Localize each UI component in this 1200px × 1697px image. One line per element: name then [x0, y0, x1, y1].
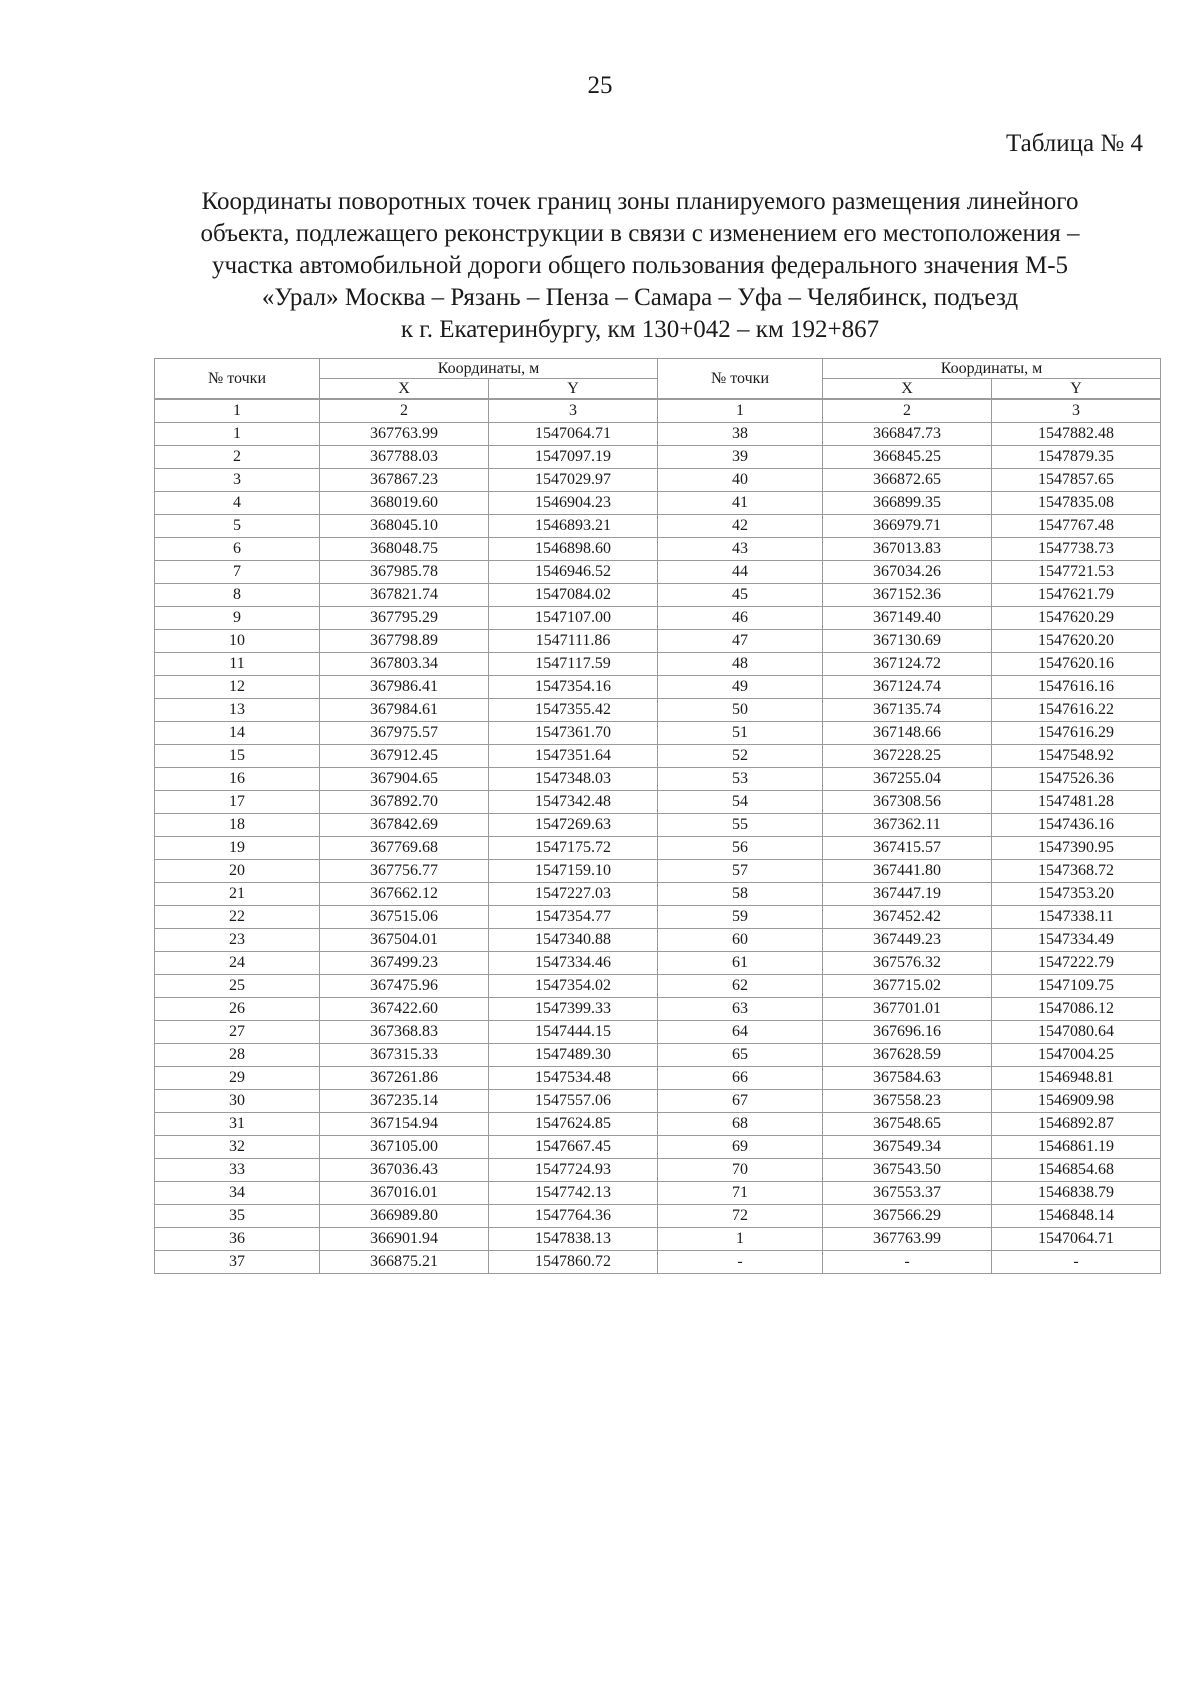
point-number: 66	[658, 1067, 823, 1090]
y-coordinate: 1547548.92	[992, 745, 1161, 768]
y-coordinate: 1547879.35	[992, 446, 1161, 469]
table-row	[155, 1205, 1161, 1228]
x-coordinate: 367235.14	[320, 1090, 489, 1113]
table-row	[155, 1136, 1161, 1159]
y-coordinate: 1547621.79	[992, 584, 1161, 607]
point-number: 39	[658, 446, 823, 469]
x-coordinate: 367315.33	[320, 1044, 489, 1067]
x-coordinate: 367415.57	[823, 837, 992, 860]
x-coordinate: 367821.74	[320, 584, 489, 607]
title-line: к г. Екатеринбургу, км 130+042 – км 192+867	[400, 316, 880, 343]
y-coordinate: 1547444.15	[489, 1021, 658, 1044]
point-number: 40	[658, 469, 823, 492]
table-row	[155, 906, 1161, 929]
x-coordinate: 367715.02	[823, 975, 992, 998]
y-coordinate: 1547064.71	[489, 423, 658, 446]
table-row	[155, 630, 1161, 653]
x-coordinate: 367499.23	[320, 952, 489, 975]
y-coordinate: 1547742.13	[489, 1182, 658, 1205]
table-row	[155, 423, 1161, 446]
point-number: 38	[658, 423, 823, 446]
x-coordinate: 367566.29	[823, 1205, 992, 1228]
y-coordinate: 1547616.29	[992, 722, 1161, 745]
x-coordinate: 367013.83	[823, 538, 992, 561]
x-coordinate: 367763.99	[823, 1228, 992, 1251]
header-y: Y	[489, 379, 658, 400]
table-row	[155, 837, 1161, 860]
column-number: 3	[489, 399, 658, 423]
y-coordinate: 1547353.20	[992, 883, 1161, 906]
point-number: 14	[155, 722, 320, 745]
point-number: 10	[155, 630, 320, 653]
y-coordinate: 1547857.65	[992, 469, 1161, 492]
point-number: 43	[658, 538, 823, 561]
point-number: 70	[658, 1159, 823, 1182]
point-number: 72	[658, 1205, 823, 1228]
point-number: 56	[658, 837, 823, 860]
point-number: 71	[658, 1182, 823, 1205]
table-row	[155, 998, 1161, 1021]
header-x: X	[823, 379, 992, 400]
table-row	[155, 607, 1161, 630]
point-number: 1	[155, 423, 320, 446]
y-coordinate: 1547222.79	[992, 952, 1161, 975]
x-coordinate: 367788.03	[320, 446, 489, 469]
column-number: 2	[823, 399, 992, 423]
y-coordinate: 1546909.98	[992, 1090, 1161, 1113]
x-coordinate: 367515.06	[320, 906, 489, 929]
point-number: 37	[155, 1251, 320, 1274]
table-row	[155, 860, 1161, 883]
point-number: 11	[155, 653, 320, 676]
x-coordinate: 367763.99	[320, 423, 489, 446]
x-coordinate: 367308.56	[823, 791, 992, 814]
header-y: Y	[992, 379, 1161, 400]
point-number: 61	[658, 952, 823, 975]
point-number: 42	[658, 515, 823, 538]
title-line: объекта, подлежащего реконструкции в связи с изменением его местоположения –	[200, 220, 1080, 247]
x-coordinate: 367892.70	[320, 791, 489, 814]
x-coordinate: 367154.94	[320, 1113, 489, 1136]
y-coordinate: 1546946.52	[489, 561, 658, 584]
point-number: 69	[658, 1136, 823, 1159]
y-coordinate: 1547227.03	[489, 883, 658, 906]
y-coordinate: 1547086.12	[992, 998, 1161, 1021]
x-coordinate: 367149.40	[823, 607, 992, 630]
point-number: 13	[155, 699, 320, 722]
x-coordinate: 367576.32	[823, 952, 992, 975]
point-number: 58	[658, 883, 823, 906]
point-number: 19	[155, 837, 320, 860]
y-coordinate: 1547860.72	[489, 1251, 658, 1274]
point-number: 36	[155, 1228, 320, 1251]
point-number: 65	[658, 1044, 823, 1067]
point-number: 23	[155, 929, 320, 952]
y-coordinate: 1547361.70	[489, 722, 658, 745]
table-row	[155, 1182, 1161, 1205]
y-coordinate: 1547107.00	[489, 607, 658, 630]
y-coordinate: 1546838.79	[992, 1182, 1161, 1205]
x-coordinate: 367756.77	[320, 860, 489, 883]
y-coordinate: 1547117.59	[489, 653, 658, 676]
y-coordinate: 1547764.36	[489, 1205, 658, 1228]
table-row	[155, 1067, 1161, 1090]
y-coordinate: 1547111.86	[489, 630, 658, 653]
x-coordinate: 367255.04	[823, 768, 992, 791]
table-row	[155, 1159, 1161, 1182]
x-coordinate: 367701.01	[823, 998, 992, 1021]
point-number: 15	[155, 745, 320, 768]
y-coordinate: 1547557.06	[489, 1090, 658, 1113]
table-row	[155, 883, 1161, 906]
y-coordinate: 1547882.48	[992, 423, 1161, 446]
y-coordinate: 1546904.23	[489, 492, 658, 515]
x-coordinate: 367549.34	[823, 1136, 992, 1159]
point-number: 26	[155, 998, 320, 1021]
x-coordinate: 368019.60	[320, 492, 489, 515]
x-coordinate: 367449.23	[823, 929, 992, 952]
x-coordinate: 367984.61	[320, 699, 489, 722]
x-coordinate: 366872.65	[823, 469, 992, 492]
x-coordinate: 367985.78	[320, 561, 489, 584]
x-coordinate: 366875.21	[320, 1251, 489, 1274]
column-number-row	[155, 399, 1161, 423]
point-number: 9	[155, 607, 320, 630]
point-number: -	[658, 1251, 823, 1274]
header-point-number: № точки	[155, 359, 320, 400]
y-coordinate: -	[992, 1251, 1161, 1274]
y-coordinate: 1547489.30	[489, 1044, 658, 1067]
y-coordinate: 1547738.73	[992, 538, 1161, 561]
y-coordinate: 1547767.48	[992, 515, 1161, 538]
y-coordinate: 1546861.19	[992, 1136, 1161, 1159]
x-coordinate: 367558.23	[823, 1090, 992, 1113]
x-coordinate: 367867.23	[320, 469, 489, 492]
y-coordinate: 1546948.81	[992, 1067, 1161, 1090]
y-coordinate: 1547620.16	[992, 653, 1161, 676]
table-row	[155, 469, 1161, 492]
y-coordinate: 1547354.77	[489, 906, 658, 929]
x-coordinate: 366901.94	[320, 1228, 489, 1251]
point-number: 20	[155, 860, 320, 883]
x-coordinate: 367904.65	[320, 768, 489, 791]
y-coordinate: 1547526.36	[992, 768, 1161, 791]
x-coordinate: 367152.36	[823, 584, 992, 607]
x-coordinate: 367628.59	[823, 1044, 992, 1067]
y-coordinate: 1547534.48	[489, 1067, 658, 1090]
y-coordinate: 1547159.10	[489, 860, 658, 883]
point-number: 21	[155, 883, 320, 906]
x-coordinate: 366845.25	[823, 446, 992, 469]
y-coordinate: 1547004.25	[992, 1044, 1161, 1067]
table-row	[155, 929, 1161, 952]
y-coordinate: 1547616.22	[992, 699, 1161, 722]
point-number: 34	[155, 1182, 320, 1205]
y-coordinate: 1547351.64	[489, 745, 658, 768]
y-coordinate: 1547835.08	[992, 492, 1161, 515]
y-coordinate: 1547838.13	[489, 1228, 658, 1251]
table-row	[155, 1228, 1161, 1251]
title-line: «Урал» Москва – Рязань – Пенза – Самара – Уфа – Челябинск, подъезд	[261, 284, 1019, 311]
table-row	[155, 1021, 1161, 1044]
point-number: 1	[658, 1228, 823, 1251]
header-coordinates: Координаты, м	[320, 359, 658, 379]
column-number: 2	[320, 399, 489, 423]
y-coordinate: 1547724.93	[489, 1159, 658, 1182]
y-coordinate: 1547080.64	[992, 1021, 1161, 1044]
point-number: 41	[658, 492, 823, 515]
point-number: 68	[658, 1113, 823, 1136]
y-coordinate: 1547340.88	[489, 929, 658, 952]
table-row	[155, 791, 1161, 814]
point-number: 16	[155, 768, 320, 791]
point-number: 22	[155, 906, 320, 929]
y-coordinate: 1547084.02	[489, 584, 658, 607]
column-number: 1	[155, 399, 320, 423]
table-row	[155, 584, 1161, 607]
point-number: 63	[658, 998, 823, 1021]
table-row	[155, 1090, 1161, 1113]
header-coordinates: Координаты, м	[823, 359, 1161, 379]
x-coordinate: 367584.63	[823, 1067, 992, 1090]
point-number: 30	[155, 1090, 320, 1113]
point-number: 54	[658, 791, 823, 814]
header-point-number: № точки	[658, 359, 823, 400]
y-coordinate: 1547354.16	[489, 676, 658, 699]
point-number: 32	[155, 1136, 320, 1159]
y-coordinate: 1546893.21	[489, 515, 658, 538]
point-number: 6	[155, 538, 320, 561]
y-coordinate: 1547064.71	[992, 1228, 1161, 1251]
x-coordinate: 367769.68	[320, 837, 489, 860]
point-number: 7	[155, 561, 320, 584]
table-row	[155, 676, 1161, 699]
table-row	[155, 515, 1161, 538]
table-row	[155, 561, 1161, 584]
x-coordinate: 367441.80	[823, 860, 992, 883]
y-coordinate: 1547029.97	[489, 469, 658, 492]
x-coordinate: 367975.57	[320, 722, 489, 745]
y-coordinate: 1547399.33	[489, 998, 658, 1021]
point-number: 33	[155, 1159, 320, 1182]
point-number: 62	[658, 975, 823, 998]
x-coordinate: 367662.12	[320, 883, 489, 906]
table-row	[155, 446, 1161, 469]
y-coordinate: 1546892.87	[992, 1113, 1161, 1136]
table-row	[155, 538, 1161, 561]
point-number: 5	[155, 515, 320, 538]
x-coordinate: 367148.66	[823, 722, 992, 745]
y-coordinate: 1547355.42	[489, 699, 658, 722]
y-coordinate: 1547354.02	[489, 975, 658, 998]
y-coordinate: 1546854.68	[992, 1159, 1161, 1182]
x-coordinate: 367368.83	[320, 1021, 489, 1044]
point-number: 48	[658, 653, 823, 676]
point-number: 3	[155, 469, 320, 492]
point-number: 59	[658, 906, 823, 929]
table-row	[155, 1251, 1161, 1274]
point-number: 46	[658, 607, 823, 630]
x-coordinate: 367986.41	[320, 676, 489, 699]
x-coordinate: 367124.74	[823, 676, 992, 699]
x-coordinate: 367105.00	[320, 1136, 489, 1159]
table-row	[155, 699, 1161, 722]
point-number: 49	[658, 676, 823, 699]
point-number: 52	[658, 745, 823, 768]
point-number: 47	[658, 630, 823, 653]
x-coordinate: 367696.16	[823, 1021, 992, 1044]
point-number: 18	[155, 814, 320, 837]
x-coordinate: 367130.69	[823, 630, 992, 653]
table-row	[155, 952, 1161, 975]
y-coordinate: 1547097.19	[489, 446, 658, 469]
point-number: 24	[155, 952, 320, 975]
table-row	[155, 722, 1161, 745]
y-coordinate: 1547721.53	[992, 561, 1161, 584]
x-coordinate: 367803.34	[320, 653, 489, 676]
y-coordinate: 1547338.11	[992, 906, 1161, 929]
x-coordinate: 368048.75	[320, 538, 489, 561]
point-number: 53	[658, 768, 823, 791]
table-row	[155, 1113, 1161, 1136]
table-body	[155, 399, 1161, 1274]
y-coordinate: 1546848.14	[992, 1205, 1161, 1228]
x-coordinate: 367447.19	[823, 883, 992, 906]
table-row	[155, 768, 1161, 791]
x-coordinate: 367124.72	[823, 653, 992, 676]
header-x: X	[320, 379, 489, 400]
point-number: 31	[155, 1113, 320, 1136]
x-coordinate: 367016.01	[320, 1182, 489, 1205]
x-coordinate: 366899.35	[823, 492, 992, 515]
x-coordinate: 367261.86	[320, 1067, 489, 1090]
x-coordinate: 367422.60	[320, 998, 489, 1021]
point-number: 12	[155, 676, 320, 699]
point-number: 50	[658, 699, 823, 722]
table-row	[155, 745, 1161, 768]
point-number: 25	[155, 975, 320, 998]
point-number: 51	[658, 722, 823, 745]
x-coordinate: 367504.01	[320, 929, 489, 952]
y-coordinate: 1547616.16	[992, 676, 1161, 699]
x-coordinate: 367362.11	[823, 814, 992, 837]
y-coordinate: 1547620.20	[992, 630, 1161, 653]
y-coordinate: 1547368.72	[992, 860, 1161, 883]
x-coordinate: 366989.80	[320, 1205, 489, 1228]
x-coordinate: 367452.42	[823, 906, 992, 929]
point-number: 67	[658, 1090, 823, 1113]
y-coordinate: 1547620.29	[992, 607, 1161, 630]
x-coordinate: 367475.96	[320, 975, 489, 998]
x-coordinate: 367543.50	[823, 1159, 992, 1182]
x-coordinate: 367135.74	[823, 699, 992, 722]
point-number: 55	[658, 814, 823, 837]
y-coordinate: 1547348.03	[489, 768, 658, 791]
y-coordinate: 1547109.75	[992, 975, 1161, 998]
x-coordinate: 368045.10	[320, 515, 489, 538]
table-row	[155, 653, 1161, 676]
x-coordinate: 367912.45	[320, 745, 489, 768]
point-number: 29	[155, 1067, 320, 1090]
point-number: 57	[658, 860, 823, 883]
table-row	[155, 1044, 1161, 1067]
x-coordinate: 367842.69	[320, 814, 489, 837]
y-coordinate: 1547436.16	[992, 814, 1161, 837]
table-row	[155, 814, 1161, 837]
x-coordinate: 366979.71	[823, 515, 992, 538]
point-number: 8	[155, 584, 320, 607]
title-line: участка автомобильной дороги общего пользования федерального значения М-5	[211, 252, 1069, 279]
point-number: 35	[155, 1205, 320, 1228]
x-coordinate: 367036.43	[320, 1159, 489, 1182]
x-coordinate: 367228.25	[823, 745, 992, 768]
x-coordinate: 366847.73	[823, 423, 992, 446]
y-coordinate: 1547481.28	[992, 791, 1161, 814]
y-coordinate: 1546898.60	[489, 538, 658, 561]
title-line: Координаты поворотных точек границ зоны планируемого размещения линейного	[201, 188, 1079, 215]
y-coordinate: 1547624.85	[489, 1113, 658, 1136]
y-coordinate: 1547667.45	[489, 1136, 658, 1159]
x-coordinate: 367798.89	[320, 630, 489, 653]
x-coordinate: 367548.65	[823, 1113, 992, 1136]
point-number: 2	[155, 446, 320, 469]
coordinates-table	[154, 358, 1161, 1274]
y-coordinate: 1547334.49	[992, 929, 1161, 952]
x-coordinate: 367795.29	[320, 607, 489, 630]
table-row	[155, 492, 1161, 515]
point-number: 28	[155, 1044, 320, 1067]
column-number: 1	[658, 399, 823, 423]
point-number: 4	[155, 492, 320, 515]
table-row	[155, 975, 1161, 998]
y-coordinate: 1547175.72	[489, 837, 658, 860]
y-coordinate: 1547390.95	[992, 837, 1161, 860]
x-coordinate: 367034.26	[823, 561, 992, 584]
point-number: 44	[658, 561, 823, 584]
y-coordinate: 1547269.63	[489, 814, 658, 837]
y-coordinate: 1547334.46	[489, 952, 658, 975]
document-title	[140, 186, 1140, 346]
point-number: 60	[658, 929, 823, 952]
x-coordinate: -	[823, 1251, 992, 1274]
point-number: 45	[658, 584, 823, 607]
x-coordinate: 367553.37	[823, 1182, 992, 1205]
point-number: 27	[155, 1021, 320, 1044]
table-label: Таблица № 4	[1005, 130, 1143, 157]
point-number: 17	[155, 791, 320, 814]
page-number: 25	[587, 72, 613, 99]
column-number: 3	[992, 399, 1161, 423]
y-coordinate: 1547342.48	[489, 791, 658, 814]
point-number: 64	[658, 1021, 823, 1044]
